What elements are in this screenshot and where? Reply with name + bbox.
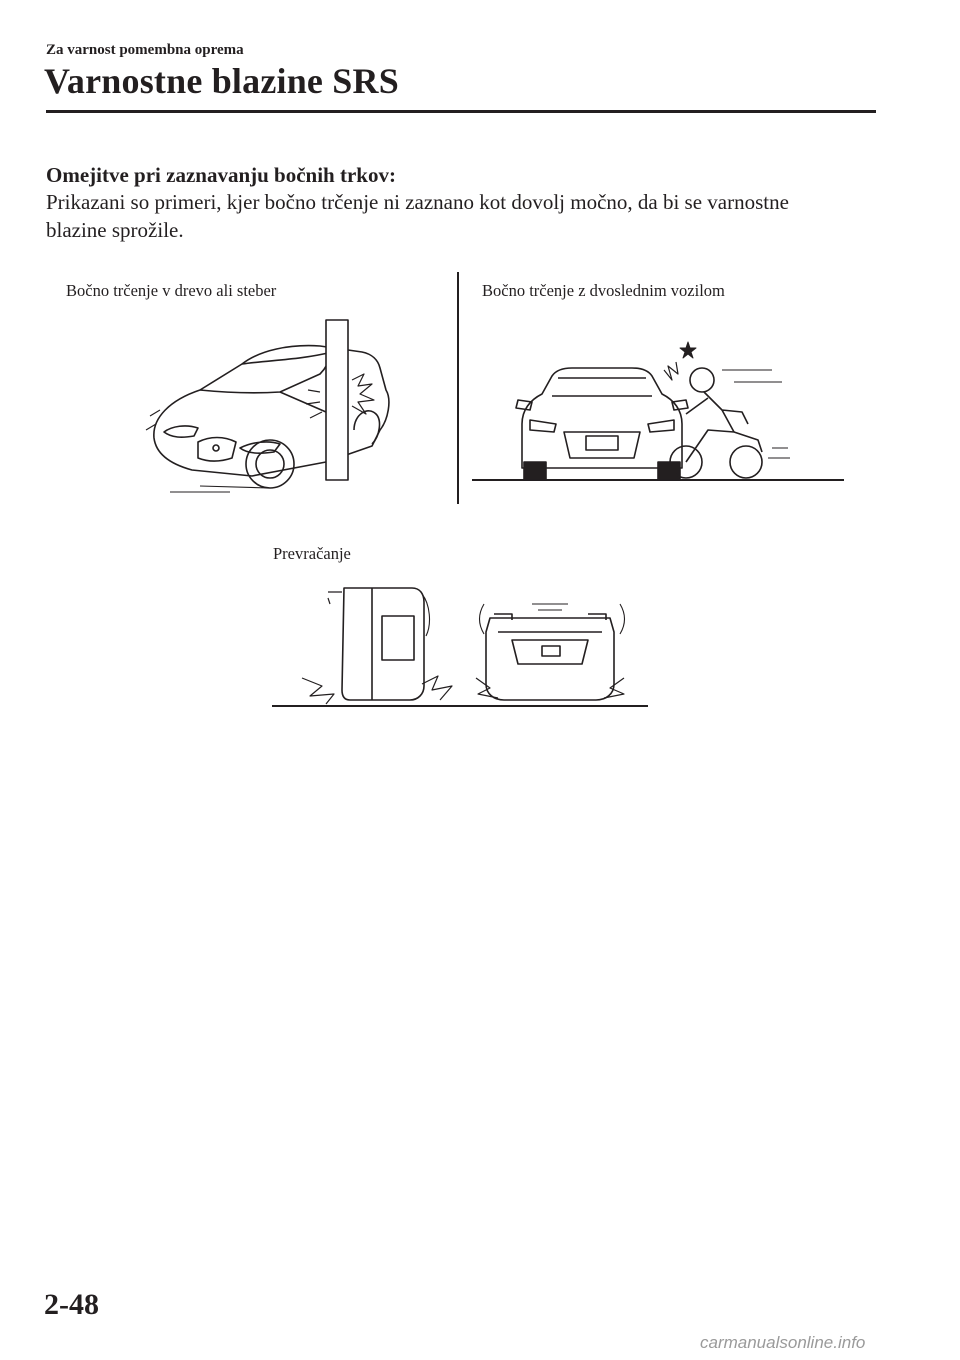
- page-title: Varnostne blazine SRS: [44, 61, 399, 101]
- car-motorcycle-collision-icon: [472, 340, 844, 482]
- caption-motorcycle-collision: Bočno trčenje z dvoslednim vozilom: [482, 281, 725, 300]
- body-line-1: Prikazani so primeri, kjer bočno trčenje ni zaznano kot dovolj močno, da bi se varnostne: [46, 190, 789, 214]
- title-rule: [46, 110, 876, 113]
- body-line-2: blazine sprožile.: [46, 218, 184, 242]
- page-number: 2-48: [44, 1288, 99, 1321]
- car-rollover-icon: [272, 574, 648, 710]
- watermark: carmanualsonline.info: [700, 1333, 866, 1352]
- car-pole-collision-icon: [140, 320, 450, 500]
- caption-rollover: Prevračanje: [273, 544, 351, 563]
- section-label: Za varnost pomembna oprema: [46, 42, 244, 58]
- body-paragraph: [46, 188, 866, 244]
- subheading: Omejitve pri zaznavanju bočnih trkov:: [46, 163, 396, 187]
- caption-pole-collision: Bočno trčenje v drevo ali steber: [66, 281, 277, 300]
- illustration-divider: [457, 272, 459, 504]
